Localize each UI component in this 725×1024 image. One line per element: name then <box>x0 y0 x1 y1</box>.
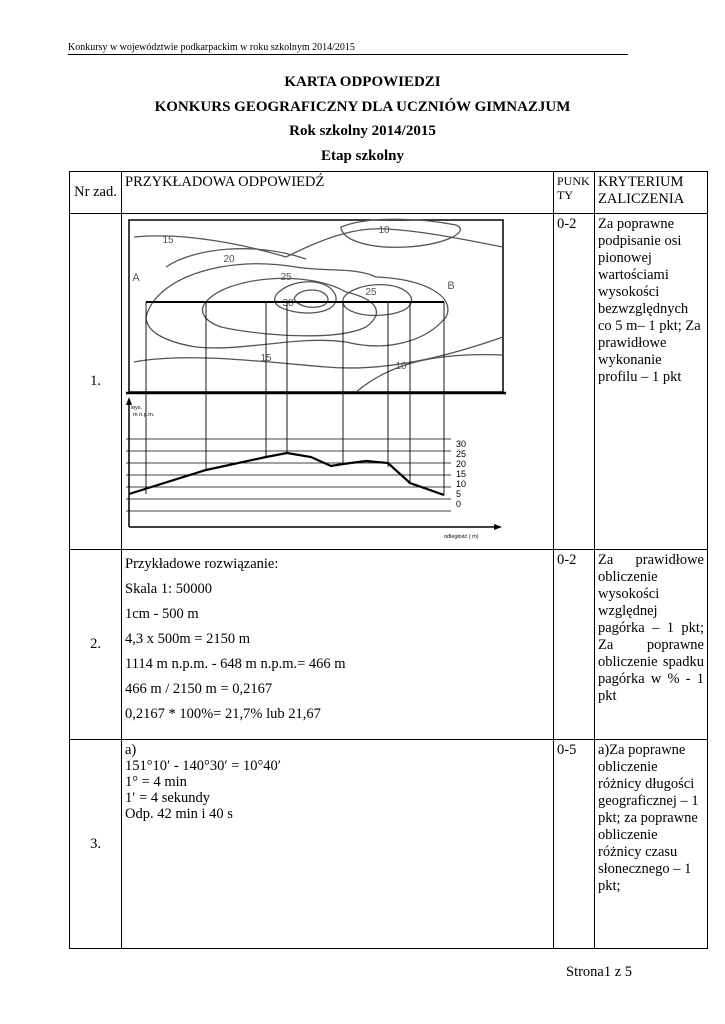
contour-label: 15 <box>162 235 174 246</box>
answer-line: 1cm - 500 m <box>125 606 199 622</box>
answer-line: 1° = 4 min <box>125 774 187 790</box>
contour-label: 30 <box>282 298 294 309</box>
table-row <box>70 740 708 949</box>
header-nr: Nr zad. <box>70 172 122 214</box>
row-answer <box>122 550 554 740</box>
row-criteria: a)Za poprawne obliczenie różnicy długości geograficznej – 1 pkt; za poprawne obliczenie różnicy czasu słonecznego – 1 pkt; <box>595 740 708 949</box>
answer-line: 1′ = 4 sekundy <box>125 790 211 806</box>
table-header-row <box>70 172 708 214</box>
contour-label: 10 <box>395 361 407 372</box>
table-row <box>70 214 708 550</box>
row-number: 2. <box>70 550 122 740</box>
answer-line: 1114 m n.p.m. - 648 m n.p.m.= 466 m <box>125 656 346 672</box>
row-number: 3. <box>70 740 122 949</box>
answer-table <box>69 171 708 949</box>
contour-label: 25 <box>280 272 292 283</box>
row-criteria: Za prawidłowe obliczenie wysokości względnej pagórka – 1 pkt; Za poprawne obliczenie spadku pagórka w % - 1 pkt <box>595 550 708 740</box>
answer-line: Odp. 42 min i 40 s <box>125 806 233 822</box>
contour-label: 10 <box>378 225 390 236</box>
table-row <box>70 550 708 740</box>
title-karta: KARTA ODPOWIEDZI <box>284 74 441 90</box>
row-points: 0-2 <box>554 214 595 550</box>
point-a-label: A <box>132 272 140 284</box>
title-konkurs: KONKURS GEOGRAFICZNY DLA UCZNIÓW GIMNAZJUM <box>154 98 571 115</box>
header-answer: PRZYKŁADOWA ODPOWIEDŹ <box>122 172 554 214</box>
terrain-profile-line <box>129 453 444 495</box>
y-tick-label: 15 <box>456 469 467 479</box>
row-points: 0-2 <box>554 550 595 740</box>
x-axis-label: odległość ( m) <box>444 534 479 540</box>
title-rok: Rok szkolny 2014/2015 <box>289 123 436 139</box>
row-criteria: Za poprawne podpisanie osi pionowej wartościami wysokości bezwzględnych co 5 m– 1 pkt; Za prawidłowe wykonanie profilu – 1 pkt <box>595 214 708 550</box>
y-tick-label: 30 <box>456 439 467 449</box>
task1-figure-cell <box>122 214 554 550</box>
y-tick-label: 20 <box>456 459 467 469</box>
contour-profile-figure <box>126 217 506 541</box>
y-axis-arrow <box>126 397 132 405</box>
page-number: Strona1 z 5 <box>566 964 633 980</box>
contour-label: 25 <box>365 287 377 298</box>
document-header: Konkursy w województwie podkarpackim w roku szkolnym 2014/2015 <box>68 42 628 55</box>
header-criteria: KRYTERIUM ZALICZENIA <box>595 172 708 214</box>
y-tick-label: 25 <box>456 449 467 459</box>
y-axis-unit: m n.p.m. <box>133 412 155 418</box>
y-tick-label: 5 <box>456 489 462 499</box>
contour-label: 20 <box>223 254 235 265</box>
y-tick-label: 0 <box>456 499 462 509</box>
point-b-label: B <box>447 280 455 292</box>
answer-line: 151°10′ - 140°30′ = 10°40′ <box>125 758 281 774</box>
title-etap: Etap szkolny <box>321 147 404 164</box>
y-axis-label: wys. <box>131 405 142 411</box>
answer-line: Przykładowe rozwiązanie: <box>125 556 279 572</box>
answer-line: 0,2167 * 100%= 21,7% lub 21,67 <box>125 706 321 722</box>
y-tick-label: 10 <box>456 479 467 489</box>
title-block <box>0 70 725 168</box>
answer-line: Skala 1: 50000 <box>125 581 212 597</box>
answer-line: 466 m / 2150 m = 0,2167 <box>125 681 273 697</box>
x-axis-arrow <box>494 524 502 530</box>
answer-line: a) <box>125 742 137 758</box>
header-points: PUNK TY <box>554 172 595 214</box>
y-tick-labels <box>456 439 466 509</box>
contour-label: 15 <box>260 353 272 364</box>
row-answer <box>122 740 554 949</box>
row-points: 0-5 <box>554 740 595 949</box>
row-number: 1. <box>70 214 122 550</box>
answer-line: 4,3 x 500m = 2150 m <box>125 631 250 647</box>
